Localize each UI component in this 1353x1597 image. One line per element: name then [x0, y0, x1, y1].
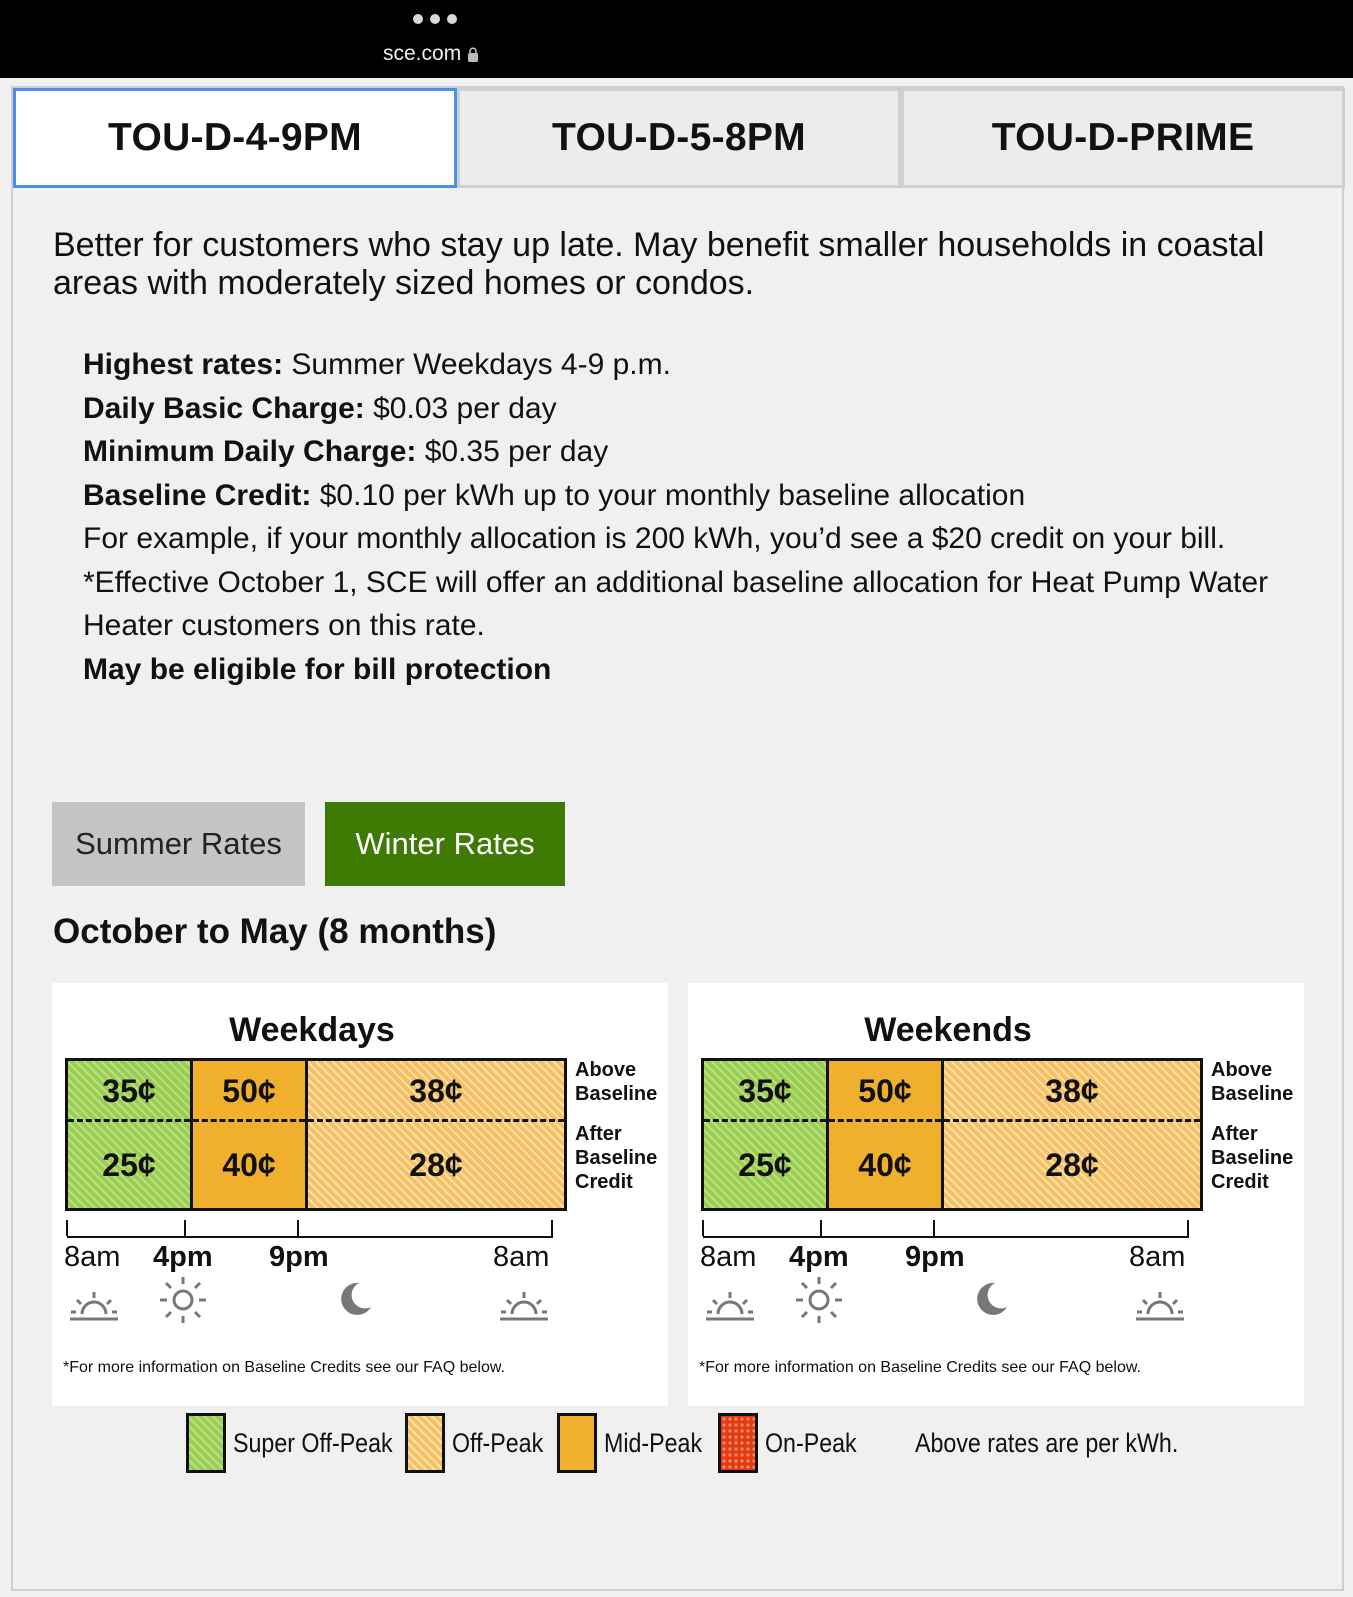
- rate-value: 28¢: [409, 1147, 463, 1183]
- minimum-daily-charge-line: [83, 430, 1313, 474]
- minimum-daily-charge-value: $0.35 per day: [416, 435, 609, 468]
- highest-rates-label: Highest rates:: [83, 348, 284, 381]
- daily-basic-charge-label: Daily Basic Charge:: [83, 391, 365, 425]
- rate-value: 28¢: [1045, 1147, 1099, 1183]
- rate-value: 35¢: [738, 1073, 792, 1109]
- baseline-credit-value: $0.10 per kWh up to your monthly baseline allocation: [311, 478, 1026, 512]
- time-label: 9pm: [905, 1241, 965, 1273]
- url-bar[interactable]: [383, 42, 479, 66]
- time-label: 9pm: [269, 1241, 329, 1273]
- minimum-daily-charge-label: Minimum Daily Charge:: [83, 435, 417, 468]
- per-kwh-note: Above rates are per kWh.: [915, 1427, 1179, 1458]
- legend-label: On-Peak: [765, 1427, 857, 1458]
- legend-off-peak: [405, 1413, 558, 1473]
- sunrise-icon: [704, 1288, 756, 1324]
- rate-value: 25¢: [102, 1147, 156, 1183]
- rate-plan-tabs: [13, 88, 1345, 188]
- legend-mid-peak: [557, 1413, 718, 1473]
- super-off-peak-cell: [68, 1061, 190, 1208]
- bill-protection-text: May be eligible for bill protection: [83, 652, 552, 686]
- rate-value: 38¢: [1045, 1073, 1099, 1109]
- weekdays-panel: [52, 983, 668, 1406]
- above-baseline-label: Above Baseline: [575, 1059, 658, 1105]
- example-text: For example, if your monthly allocation is 200 kWh, you’d see a $20 credit on your bill.: [83, 522, 1226, 555]
- highest-rates-line: [83, 343, 1313, 387]
- mid-peak-swatch: [557, 1413, 597, 1473]
- after-baseline-credit-label: After Baseline Credit: [1211, 1123, 1294, 1193]
- tab-tou-d-prime[interactable]: TOU-D-PRIME: [901, 88, 1345, 188]
- url-text: sce.com: [383, 42, 462, 65]
- legend-note: [915, 1413, 1221, 1473]
- time-axis: [703, 1220, 1189, 1238]
- tab-tou-d-5-8pm[interactable]: TOU-D-5-8PM: [457, 88, 901, 188]
- time-label: 8am: [493, 1241, 550, 1273]
- tab-tou-d-4-9pm[interactable]: TOU-D-4-9PM: [13, 88, 457, 188]
- more-dots-icon[interactable]: [413, 14, 457, 24]
- mid-peak-cell: [190, 1061, 305, 1208]
- legend-label: Off-Peak: [452, 1427, 544, 1458]
- sun-icon: [794, 1275, 844, 1325]
- time-label: 8am: [1129, 1241, 1186, 1273]
- rate-value: 50¢: [858, 1073, 912, 1109]
- time-label: 8am: [64, 1241, 121, 1273]
- above-baseline-label: Above Baseline: [1211, 1059, 1294, 1105]
- moon-icon: [971, 1280, 1009, 1318]
- moon-icon: [335, 1280, 373, 1318]
- highest-rates-value: Summer Weekdays 4-9 p.m.: [283, 348, 671, 381]
- sunrise-icon: [1134, 1288, 1186, 1324]
- lock-icon: [467, 47, 479, 62]
- time-label: 8am: [700, 1241, 757, 1273]
- rate-grid: [701, 1058, 1203, 1211]
- baseline-credit-label: Baseline Credit:: [83, 478, 312, 512]
- legend-label: Super Off-Peak: [233, 1427, 393, 1458]
- daily-basic-charge-value: $0.03 per day: [364, 391, 557, 425]
- plan-details: [83, 343, 1313, 691]
- effective-note: *Effective October 1, SCE will offer an additional baseline allocation for Heat Pump Water Heater customers on this rate.: [83, 565, 1269, 642]
- bill-protection-note: [83, 648, 1313, 692]
- legend-super-off-peak: [186, 1413, 419, 1473]
- off-peak-swatch: [405, 1413, 445, 1473]
- super-off-peak-cell: [704, 1061, 826, 1208]
- rate-value: 50¢: [222, 1073, 276, 1109]
- time-label: 4pm: [153, 1241, 213, 1273]
- baseline-credit-line: [83, 474, 1313, 518]
- daily-basic-charge-line: [83, 387, 1313, 431]
- on-peak-swatch: [718, 1413, 758, 1473]
- plan-description: Better for customers who stay up late. May benefit smaller households in coastal areas with moderately sized homes or condos.: [53, 226, 1265, 302]
- time-axis: [67, 1220, 553, 1238]
- baseline-faq-note: *For more information on Baseline Credits see our FAQ below.: [63, 1359, 505, 1376]
- legend-label: Mid-Peak: [604, 1427, 703, 1458]
- weekends-panel: [688, 983, 1304, 1406]
- rate-grid: [65, 1058, 567, 1211]
- time-label: 4pm: [789, 1241, 849, 1273]
- sunrise-icon: [498, 1288, 550, 1324]
- after-baseline-credit-label: After Baseline Credit: [575, 1123, 658, 1193]
- off-peak-cell: [305, 1061, 564, 1208]
- season-title: October to May (8 months): [53, 912, 497, 951]
- rate-legend: [0, 1413, 1353, 1483]
- sun-icon: [158, 1275, 208, 1325]
- rate-value: 40¢: [222, 1147, 276, 1183]
- winter-rates-button[interactable]: Winter Rates: [325, 802, 565, 886]
- panel-title: Weekends: [864, 1011, 1032, 1049]
- legend-on-peak: [718, 1413, 872, 1473]
- browser-top-bar: [0, 0, 1353, 78]
- rate-value: 25¢: [738, 1147, 792, 1183]
- summer-rates-button[interactable]: Summer Rates: [52, 802, 305, 886]
- rate-value: 35¢: [102, 1073, 156, 1109]
- baseline-faq-note: *For more information on Baseline Credits see our FAQ below.: [699, 1359, 1141, 1376]
- off-peak-cell: [941, 1061, 1200, 1208]
- mid-peak-cell: [826, 1061, 941, 1208]
- rate-value: 40¢: [858, 1147, 912, 1183]
- panel-title: Weekdays: [229, 1011, 395, 1049]
- super-off-peak-swatch: [186, 1413, 226, 1473]
- sunrise-icon: [68, 1288, 120, 1324]
- rate-value: 38¢: [409, 1073, 463, 1109]
